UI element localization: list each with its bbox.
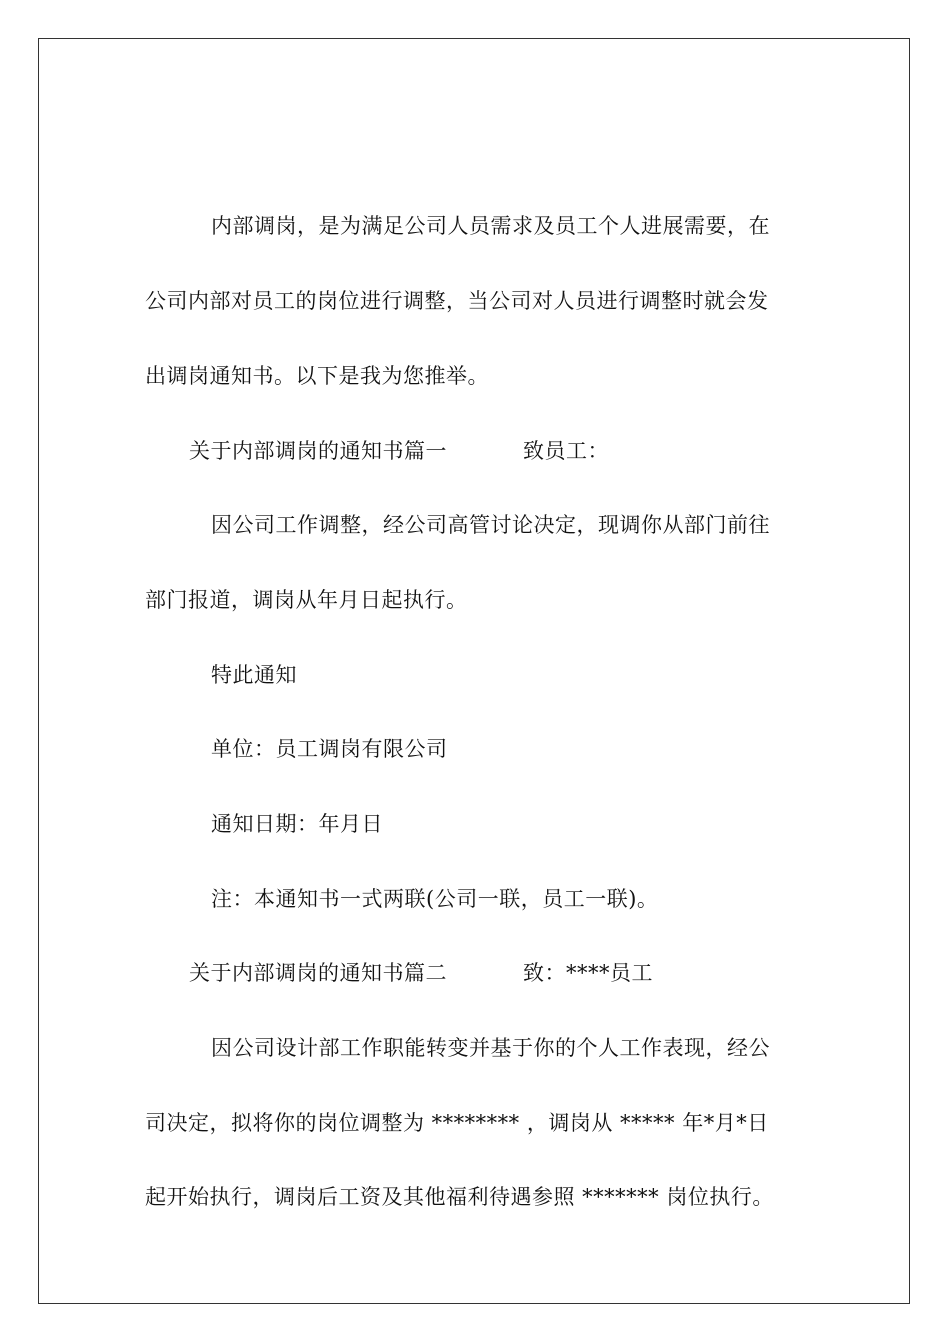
- section2-body-line-2: 司决定，拟将你的岗位调整为 ******** ，调岗从 ***** 年*月*日: [145, 1111, 769, 1135]
- section1-notice: 特此通知: [211, 663, 297, 687]
- section1-unit: 单位：员工调岗有限公司: [211, 737, 448, 761]
- section1-date: 通知日期：年月日: [211, 812, 383, 836]
- intro-line-1: 内部调岗，是为满足公司人员需求及员工个人进展需要，在: [211, 214, 770, 238]
- section2-heading: 关于内部调岗的通知书篇二: [189, 961, 447, 985]
- section1-body-line-2: 部门报道，调岗从年月日起执行。: [145, 588, 468, 612]
- section1-salutation: 致员工：: [523, 439, 609, 463]
- section1-heading: 关于内部调岗的通知书篇一: [189, 439, 447, 463]
- section2-body-line-3: 起开始执行，调岗后工资及其他福利待遇参照 ******* 岗位执行。: [145, 1185, 774, 1209]
- intro-line-2: 公司内部对员工的岗位进行调整，当公司对人员进行调整时就会发: [145, 289, 769, 313]
- section1-note: 注：本通知书一式两联(公司一联，员工一联)。: [211, 887, 659, 911]
- section2-body-line-1: 因公司设计部工作职能转变并基于你的个人工作表现，经公: [211, 1036, 770, 1060]
- section2-salutation: 致：****员工: [523, 961, 653, 985]
- intro-line-3: 出调岗通知书。以下是我为您推举。: [145, 364, 489, 388]
- section1-body-line-1: 因公司工作调整，经公司高管讨论决定，现调你从部门前往: [211, 513, 770, 537]
